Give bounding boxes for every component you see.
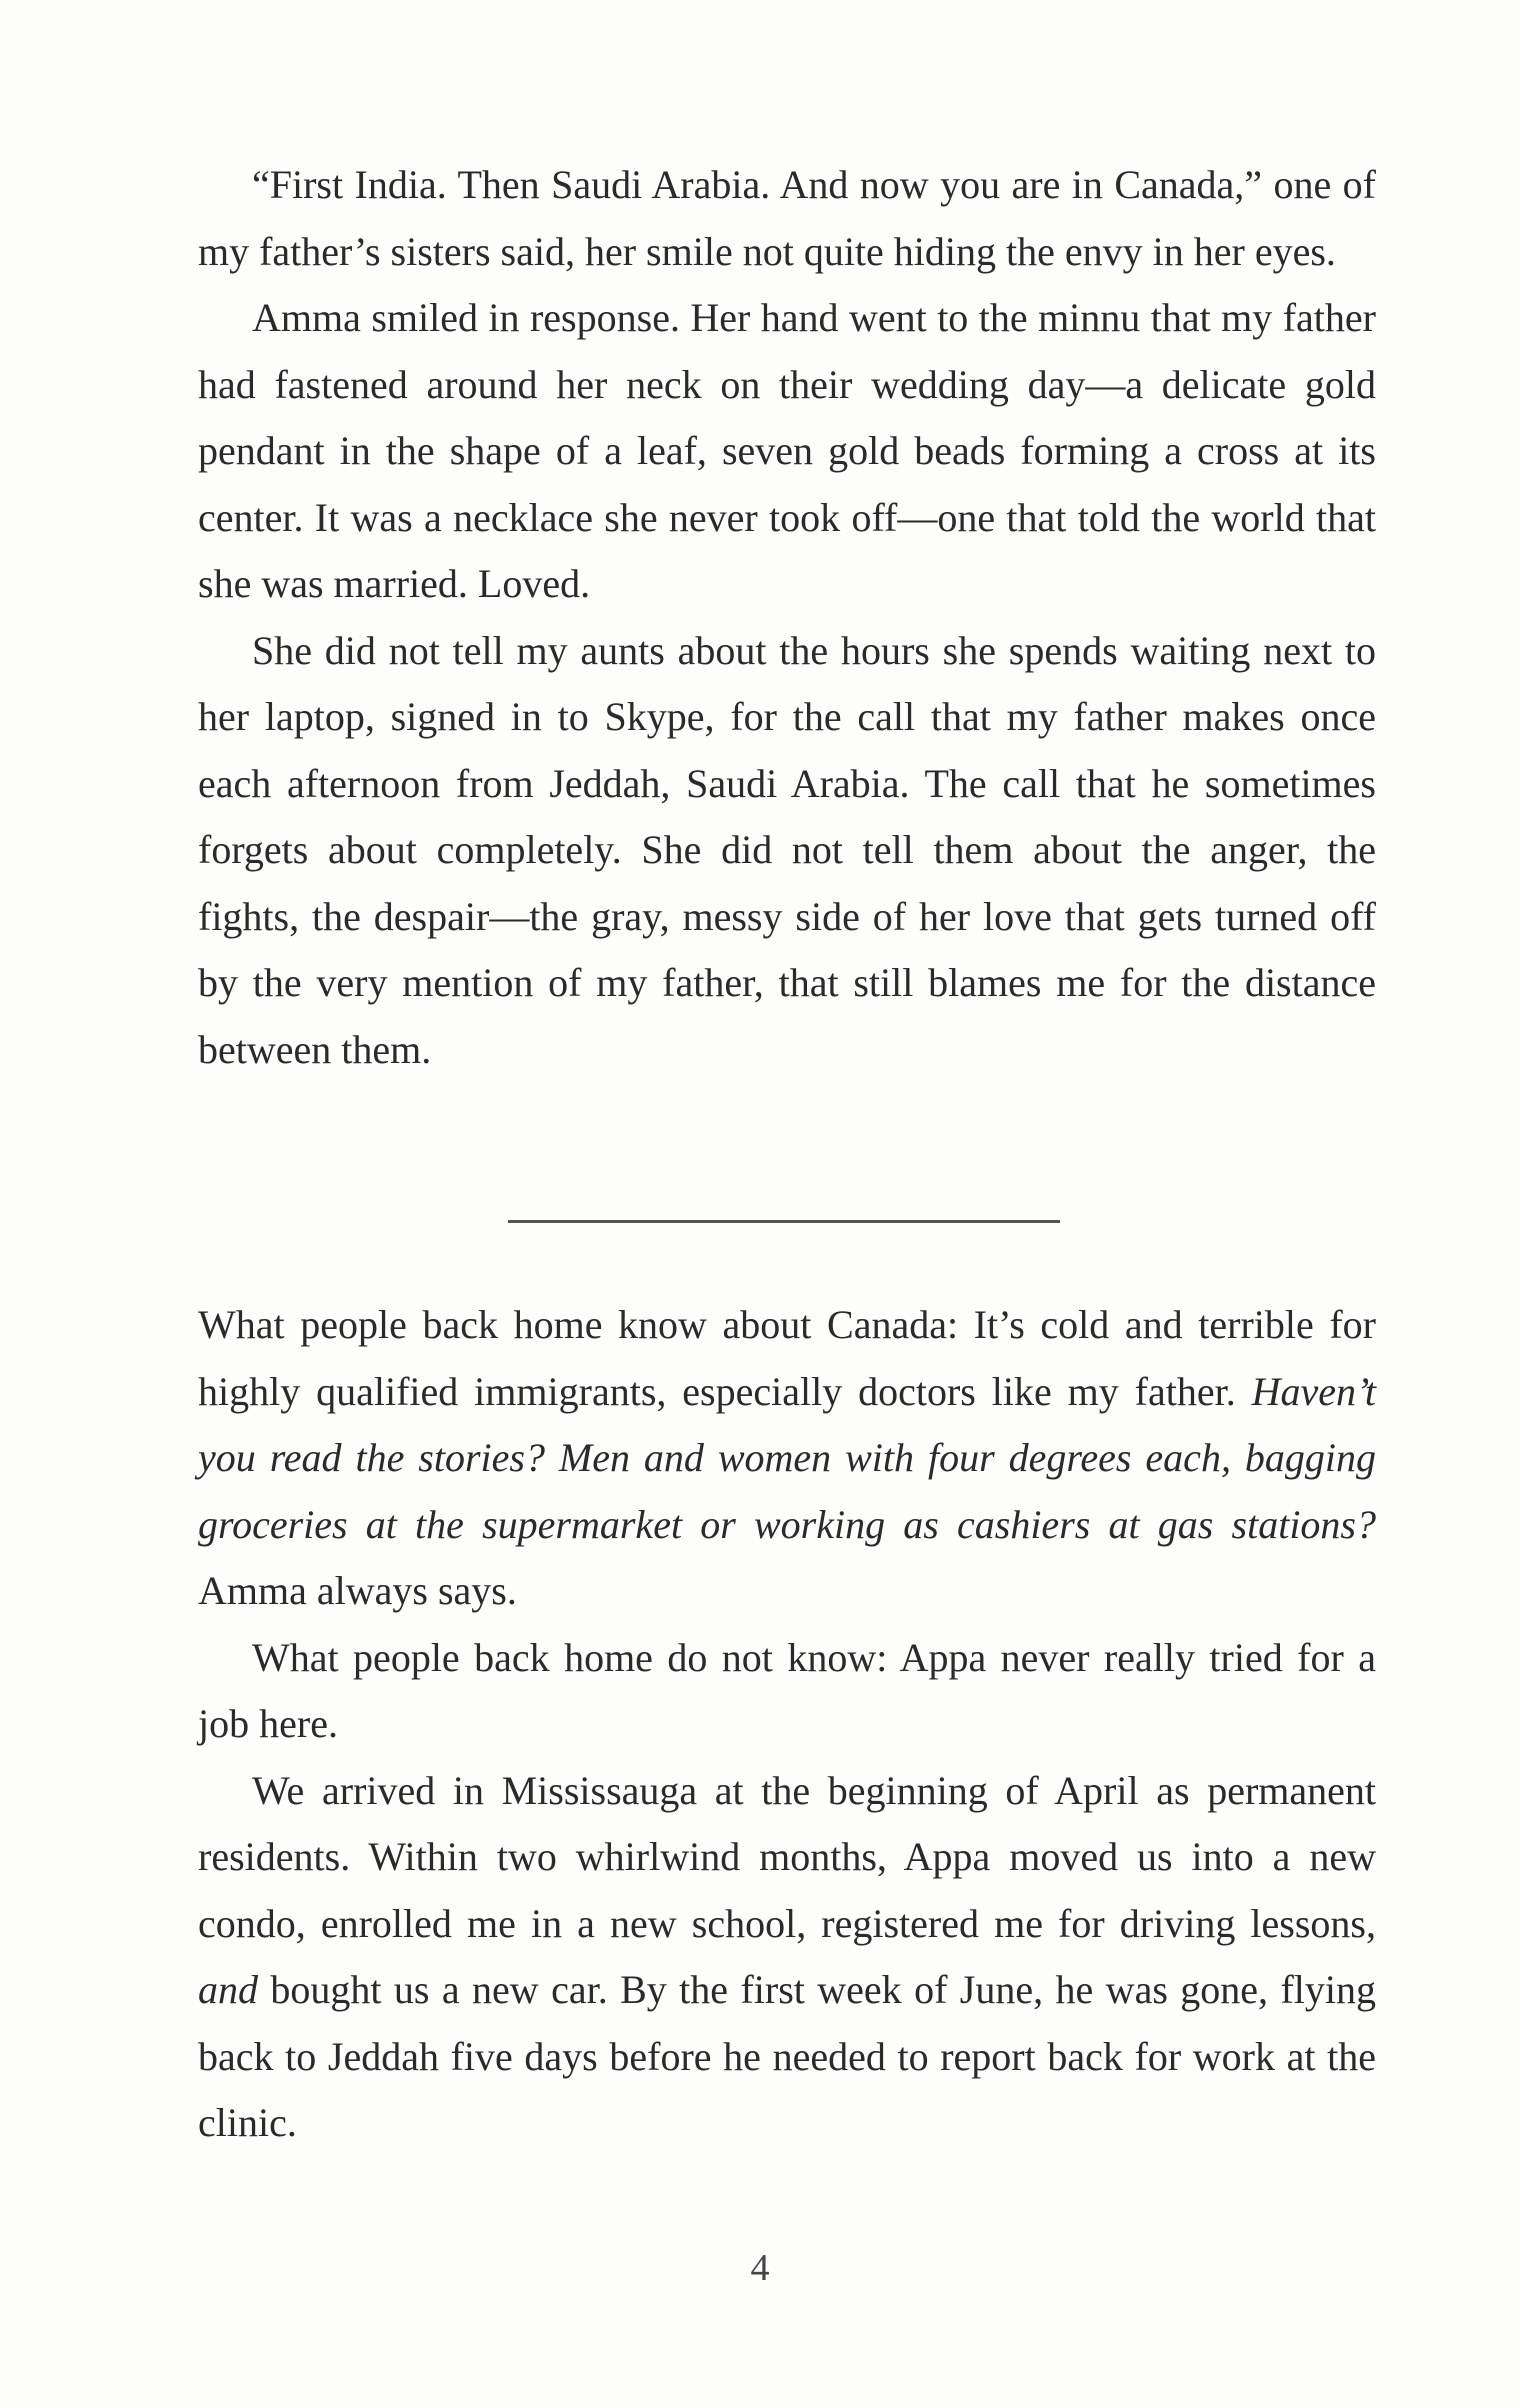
paragraph-appa-job: What people back home do not know: Appa never really tried for a job here. [198, 1634, 1376, 1746]
section-divider [508, 1220, 1060, 1223]
paragraph-canada-knowledge [198, 1292, 1376, 1625]
paragraph-skype-calls: She did not tell my aunts about the hours she spends waiting next to her laptop, signed in to Skype, for the call that my father makes once each afternoon from Jeddah, Saudi Arabia. The call that he sometimes forgets about completely. She did not tell them about the anger, the fights, the despair—the gray, messy side of her love that gets turned off by the very mention of my father, that still blames me for the distance between them. [198, 627, 1376, 1072]
paragraph-mississauga-tail: bought us a new car. By the first week of June, he was gone, flying back to Jeddah five days before he needed to report back for work at the clinic. [198, 1967, 1376, 2145]
paragraph-mississauga [198, 1758, 1376, 2157]
paragraph-mississauga-text: We arrived in Mississauga at the beginning of April as permanent residents. Within two whirlwind months, Appa moved us into a new condo, enrolled me in a new school, registered me for driving lessons, [198, 1767, 1376, 1946]
paragraph-canada-text: What people back home know about Canada: It’s cold and terrible for highly qualified immigrants, especially doctors like my father. [198, 1302, 1376, 1414]
section-one [198, 152, 1376, 1083]
paragraph-amma-minnu: Amma smiled in response. Her hand went to the minnu that my father had fastened around her neck on their wedding day—a delicate gold pendant in the shape of a leaf, seven gold beads forming a cross at its center. It was a necklace she never took off—one that told the world that she was married. Loved. [198, 295, 1376, 606]
paragraph-mississauga-italic: and [198, 1967, 258, 2012]
page-number: 4 [750, 2247, 770, 2289]
paragraph-canada-italic: Haven’t you read the stories? Men and women with four degrees each, bagging groceries at the supermarket or working as cashiers at gas stations? [198, 1368, 1376, 1547]
paragraph-canada-tail: Amma always says. [198, 1568, 517, 1613]
section-two [198, 1292, 1376, 2157]
paragraph-first-india: “First India. Then Saudi Arabia. And now you are in Canada,” one of my father’s sisters said, her smile not quite hiding the envy in her eyes. [198, 162, 1376, 274]
